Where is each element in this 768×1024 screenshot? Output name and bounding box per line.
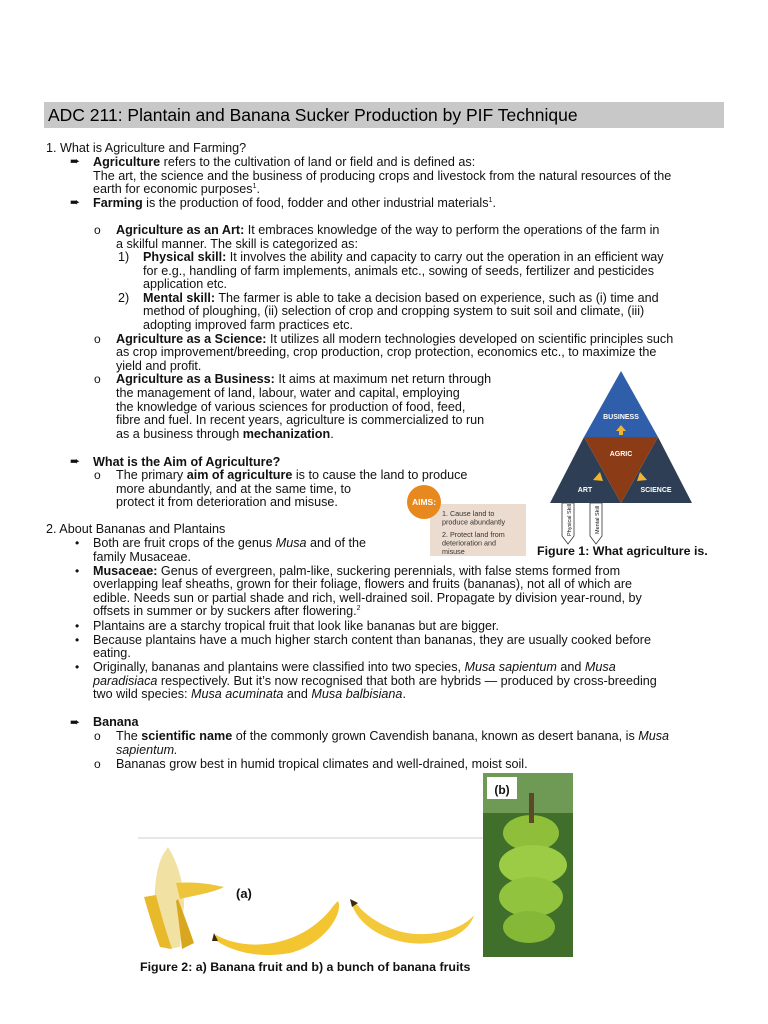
aims-callout: [405, 485, 527, 557]
bullet-dot-icon: •: [75, 618, 80, 633]
musa-acuminata: Musa acuminata: [191, 687, 284, 702]
section2-heading: 2. About Bananas and Plantains: [46, 522, 226, 536]
species-line3-end: .: [402, 687, 406, 702]
musaceae-line3: edible. Needs sun or partial shade and rich, well-drained soil. Propagate by division year-round, by: [93, 590, 642, 605]
scientific-name-term: scientific name: [141, 729, 233, 743]
musa-balbisiana: Musa balbisiana: [311, 687, 403, 702]
agri-rest: refers to the cultivation of land or field and is defined as:: [160, 155, 476, 169]
farming-term: Farming: [93, 196, 143, 210]
banana-heading: Banana: [93, 715, 139, 729]
genus-line2: family Musaceae.: [93, 549, 191, 564]
paradisiaca: paradisiaca: [93, 673, 158, 688]
farming-rest: is the production of food, fodder and other industrial materials: [142, 196, 489, 210]
aim-line3: protect it from deterioration and misuse.: [116, 495, 338, 510]
figure2-label-a: (a): [236, 886, 252, 901]
plantain-starch-line1: Because plantains have a much higher starch content than bananas, they are usually cooked before: [93, 632, 651, 647]
musaceae-line1-text: Genus of evergreen, palm-like, suckering perennials, with false stems formed from: [157, 563, 621, 578]
physical-skill-text: It involves the ability and capacity to carry out the operation in an efficient way: [226, 250, 664, 264]
banana-climate: Bananas grow best in humid tropical climates and well-drained, moist soil.: [116, 756, 528, 771]
musa-sapientum: Musa sapientum: [464, 660, 557, 674]
mental-skill-line3: adopting improved farm practices etc.: [143, 318, 353, 332]
agri-def-line2: earth for economic purposes$^1$.: [93, 182, 261, 197]
footnote-ref-1b: 1: [488, 196, 493, 204]
figure1-caption: Figure 1: What agriculture is.: [537, 544, 708, 558]
aims-label: AIMS:: [411, 497, 437, 507]
bunch-stalk: [529, 793, 534, 823]
art-term: Agriculture as an Art:: [116, 223, 245, 237]
business-line4: fibre and fuel. In recent years, agriculture is commercialized to run: [116, 413, 485, 428]
business-label: BUSINESS: [603, 414, 639, 421]
genus-line1: [93, 537, 366, 551]
aim1-label: 1. Cause land to produce abundantly: [442, 509, 506, 527]
arrow-bullet-icon: ➨: [70, 714, 81, 729]
science-line1-text: It utilizes all modern technologies developed on scientific principles such: [266, 331, 674, 346]
species-and: and: [556, 660, 585, 674]
art-label: ART: [577, 487, 593, 494]
mental-skill-line2: method of ploughing, (ii) selection of crop and cropping system to suit soil and climate, (iii): [143, 304, 645, 319]
musaceae-term: Musaceae:: [93, 563, 158, 578]
business-term: Agriculture as a Business:: [116, 372, 275, 387]
agri-term: Agriculture: [93, 155, 161, 169]
art-line1-text: It embraces knowledge of the way to perform the operations of the farm in: [244, 223, 660, 237]
musaceae-line4-text: offsets in summer or by suckers after flowering.: [93, 604, 357, 619]
arrow-bullet-icon: ➨: [70, 154, 81, 168]
art-line1: [116, 224, 659, 238]
arrow-up-stem: [619, 430, 623, 435]
plantain-starch-line2: eating.: [93, 646, 131, 661]
physical-skill-term: Physical skill:: [143, 250, 227, 264]
physical-skill-line1: [143, 251, 664, 265]
aim-line1-text: The primary: [116, 468, 187, 482]
genus-name: Musa: [275, 536, 307, 550]
farming-definition: Farming is the production of food, fodder and other industrial materials$^1$.: [93, 196, 496, 210]
circle-bullet-icon: o: [94, 729, 101, 743]
title-bar: [44, 102, 724, 128]
musa-word-2: Musa: [638, 729, 670, 743]
bunch-lower: [499, 877, 563, 917]
science-term: Agriculture as a Science:: [116, 331, 267, 346]
bullet-dot-icon: •: [75, 660, 80, 674]
circle-bullet-icon: o: [94, 756, 101, 771]
science-label: SCIENCE: [640, 487, 672, 494]
musaceae-line4: [93, 605, 361, 619]
species-line2: [93, 675, 657, 689]
bullet-dot-icon: •: [75, 563, 80, 578]
business-line5: [116, 428, 334, 442]
science-line3: yield and profit.: [116, 358, 202, 373]
science-line1: [116, 333, 673, 347]
banana-3: [352, 901, 474, 944]
musaceae-line2: overlapping leaf sheaths, grown for their foliage, flowers and fruits (bananas), not all of which are: [93, 577, 633, 592]
genus-rest: and of the: [306, 536, 367, 550]
bullet-dot-icon: •: [75, 632, 80, 647]
agri-definition-intro: [93, 156, 475, 170]
business-line1: [116, 373, 491, 387]
figure2-label-b: (b): [494, 783, 510, 797]
page-title: ADC 211: Plantain and Banana Sucker Production by PIF Technique: [48, 105, 578, 125]
genus-text: Both are fruit crops of the genus: [93, 536, 276, 550]
figure2-caption: Figure 2: a) Banana fruit and b) a bunch of banana fruits: [140, 960, 471, 974]
mechanization-term: mechanization: [242, 426, 331, 441]
musaceae-line1: [93, 565, 620, 579]
footnote-ref-2: 2: [356, 605, 361, 613]
aim-line1: [116, 469, 467, 483]
aim-heading: What is the Aim of Agriculture?: [93, 454, 281, 469]
footnote-ref-1: 1: [252, 183, 257, 190]
species-line2-text: respectively. But it’s now recognised that both are hybrids — produced by cross-breeding: [157, 673, 657, 688]
circle-bullet-icon: o: [94, 223, 101, 237]
mental-skill-line1: [143, 292, 659, 306]
physical-skill-number: 1): [118, 250, 130, 264]
aim2-label: 2. Protect land from deterioration and misuse: [442, 530, 505, 556]
banana-bunch-image: [483, 773, 573, 957]
agri-def-text: earth for economic purposes: [93, 182, 253, 197]
circle-bullet-icon: o: [94, 468, 101, 482]
mental-skill-text: The farmer is able to take a decision based on experience, such as (i) time and: [215, 290, 659, 305]
physical-skill-label: Physical Skill: [567, 503, 573, 536]
aim-line1-rest: is to cause the land to produce: [292, 468, 468, 482]
musa-word: Musa: [584, 660, 616, 674]
scientific-name-line1: [116, 730, 669, 744]
banana-2: [214, 901, 339, 955]
agriculture-triangle-diagram: [548, 368, 694, 546]
scientific-name-line2: sapientum.: [116, 742, 178, 757]
mental-skill-label: Mental Skill: [595, 505, 601, 534]
aim-line2: more abundantly, and at the same time, to: [116, 481, 351, 496]
business-line3: the knowledge of various sciences for production of food, feed,: [116, 399, 466, 414]
section1-heading: 1. What is Agriculture and Farming?: [46, 141, 247, 155]
business-line1-text: It aims at maximum net return through: [274, 372, 492, 387]
arrow-bullet-icon: ➨: [70, 454, 81, 468]
plantain-starchy: Plantains are a starchy tropical fruit that look like bananas but are bigger.: [93, 618, 500, 633]
art-line2: a skilful manner. The skill is categorized as:: [116, 236, 358, 251]
mental-skill-number: 2): [118, 290, 130, 305]
circle-bullet-icon: o: [94, 331, 101, 346]
species-line3-text: two wild species:: [93, 687, 191, 702]
business-line5-end: .: [330, 426, 334, 441]
bullet-dot-icon: •: [75, 536, 80, 550]
science-line2: as crop improvement/breeding, crop production, crop protection, economics etc., to maximize the: [116, 345, 657, 360]
aim-term: aim of agriculture: [186, 468, 293, 482]
species-line3: [93, 688, 406, 702]
physical-skill-line3: application etc.: [143, 277, 228, 292]
agri-def-line1: The art, the science and the business of producing crops and livestock from the natural resources of the: [93, 168, 672, 183]
arrow-bullet-icon: ➨: [70, 195, 81, 209]
circle-bullet-icon: o: [94, 372, 101, 387]
bunch-bottom: [503, 911, 555, 943]
species-line3-and: and: [283, 687, 312, 702]
banana-fruit-image: [138, 835, 483, 957]
business-line5-text: as a business through: [116, 426, 243, 441]
physical-skill-line2: for e.g., handling of farm implements, animals etc., sowing of seeds, fertilizer and pesticides: [143, 263, 654, 278]
business-line2: the management of land, labour, water and capital, employing: [116, 386, 460, 400]
mental-skill-term: Mental skill:: [143, 290, 216, 305]
scientific-name-rest: of the commonly grown Cavendish banana, known as desert banana, is: [232, 729, 639, 743]
peel-right: [176, 882, 224, 899]
scientific-name-text: The: [116, 729, 142, 743]
species-line1: [93, 661, 616, 675]
agric-label: AGRIC: [609, 451, 633, 458]
species-text: Originally, bananas and plantains were classified into two species,: [93, 660, 465, 674]
